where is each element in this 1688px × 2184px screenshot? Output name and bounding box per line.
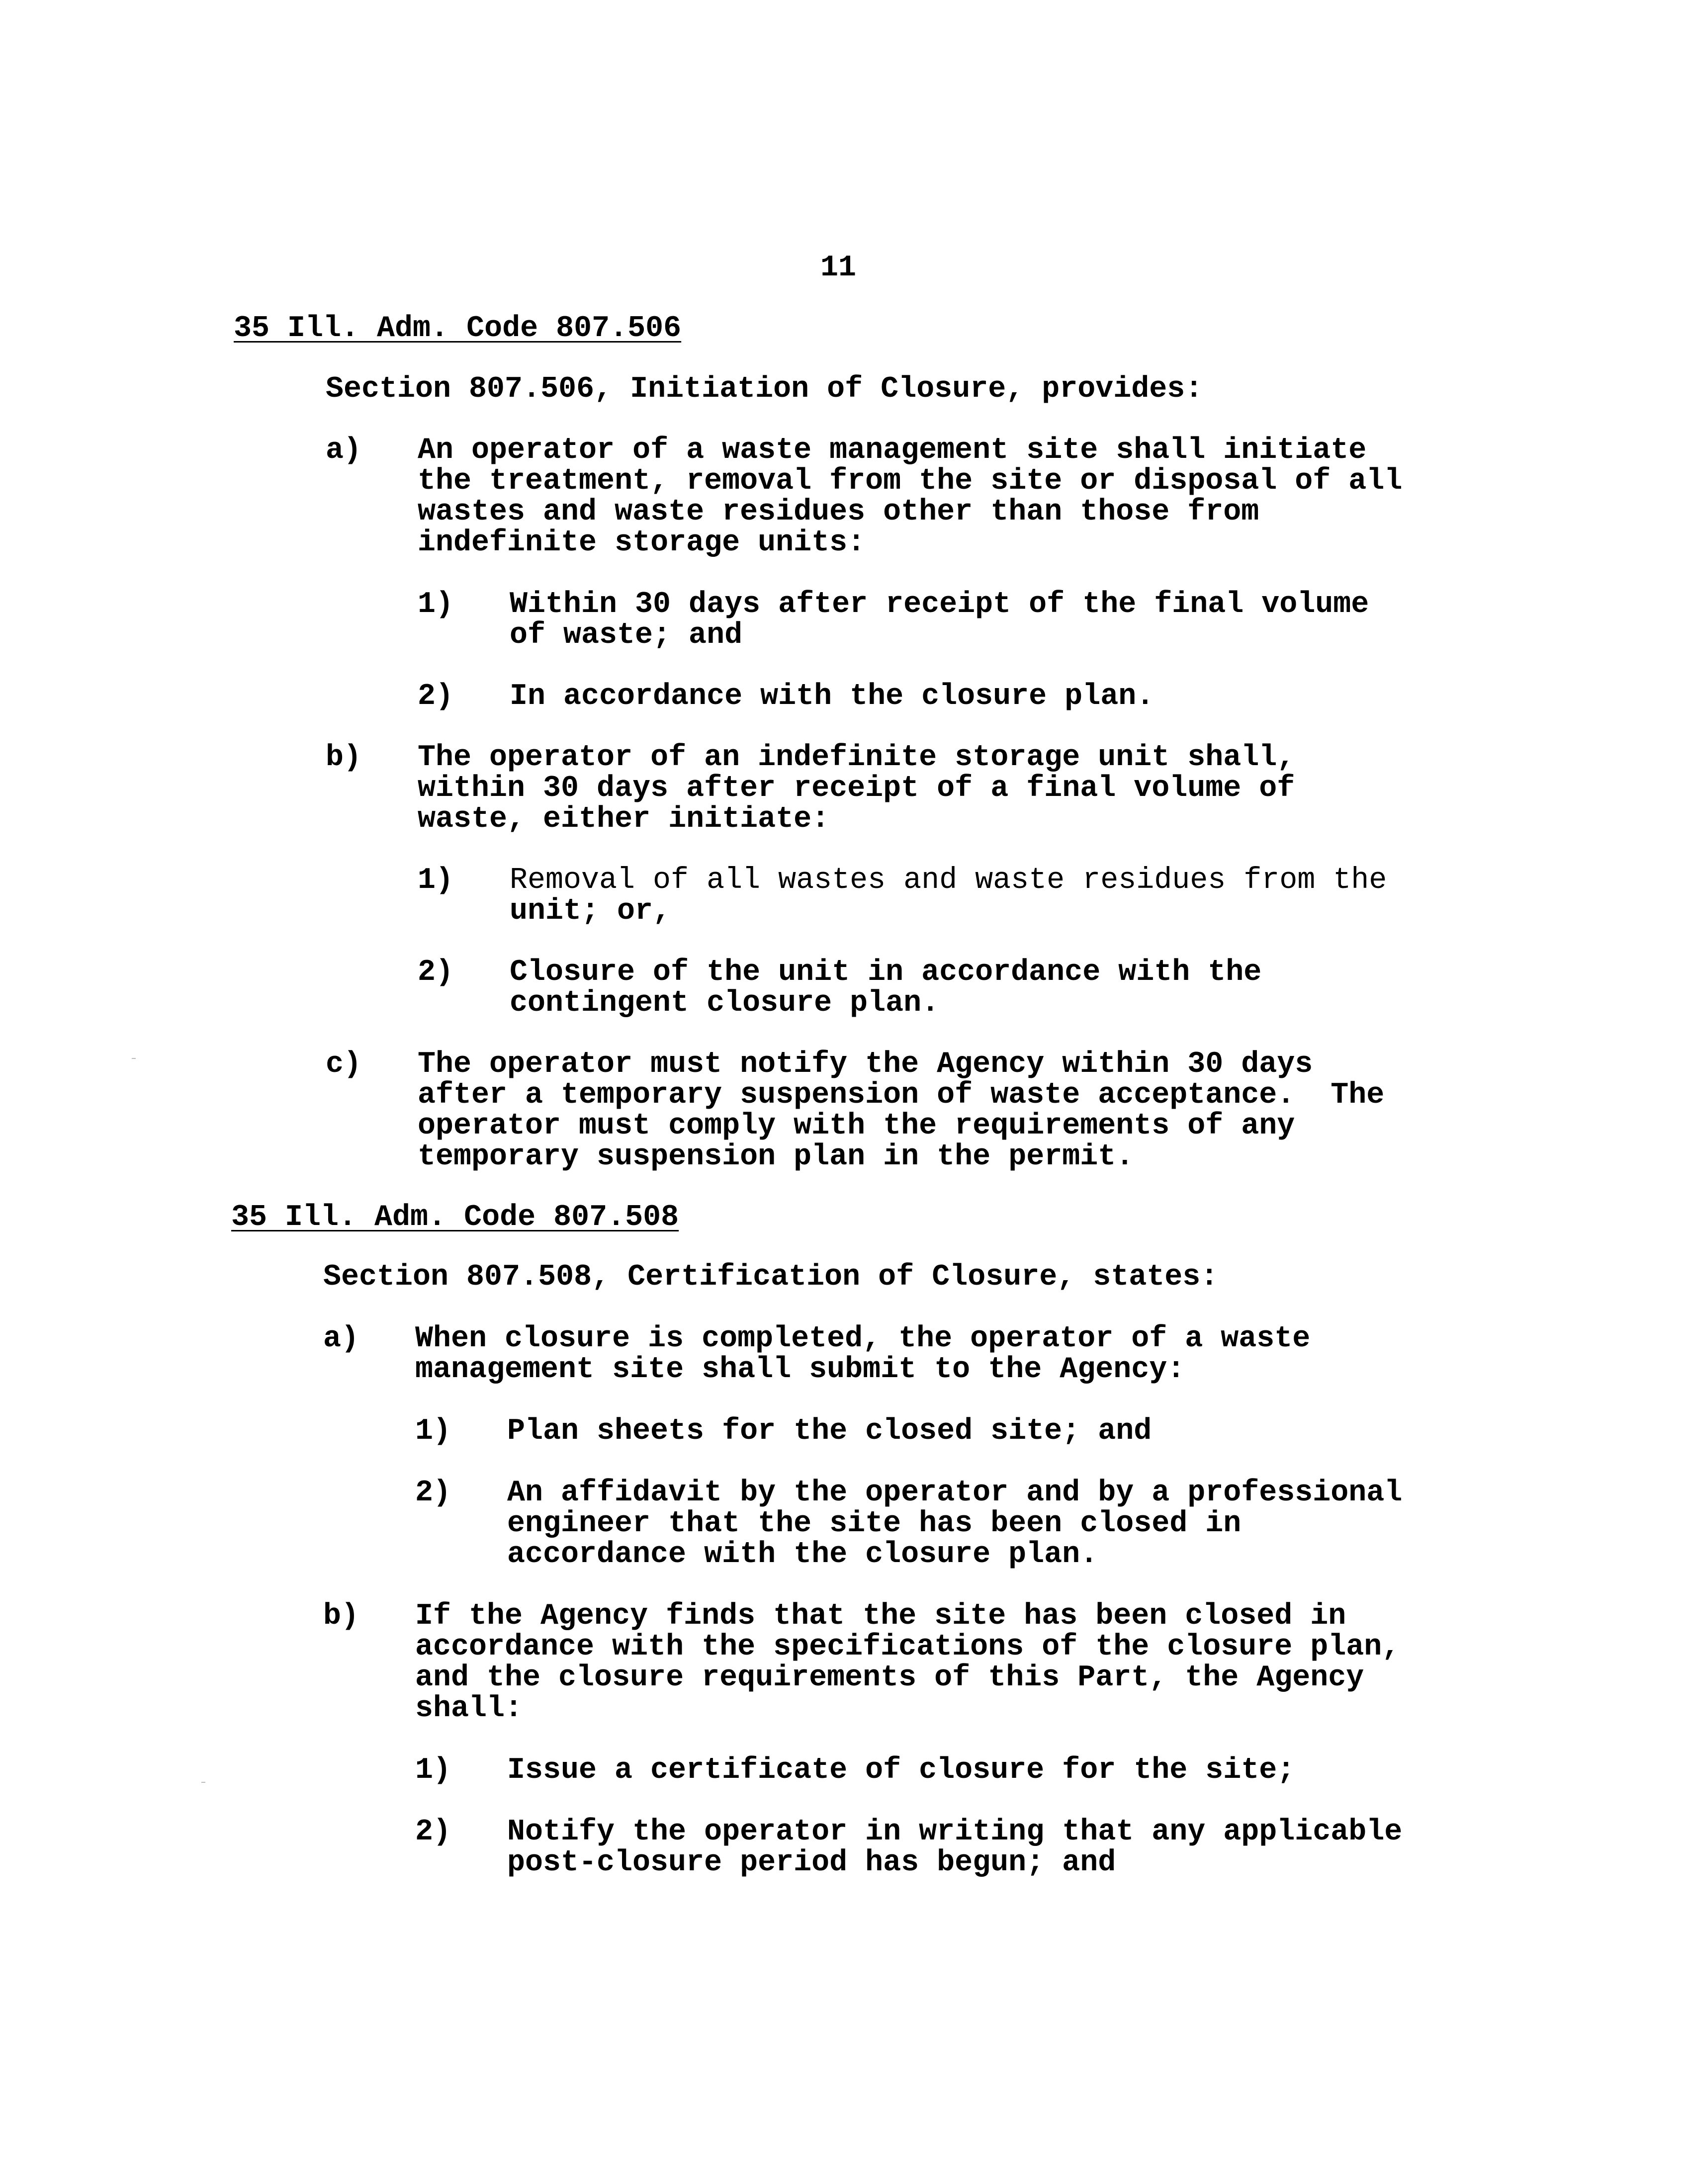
item-line: An operator of a waste management site shall initiate bbox=[418, 434, 1367, 467]
subitem-line: Issue a certificate of closure for the site; bbox=[507, 1753, 1295, 1787]
subitem-line: Notify the operator in writing that any applicable bbox=[507, 1815, 1403, 1849]
item-line: operator must comply with the requirements of any bbox=[418, 1109, 1295, 1143]
item-line: waste, either initiate: bbox=[418, 802, 830, 836]
subitem-label: 1) bbox=[415, 1414, 451, 1448]
subitem-label: 2) bbox=[418, 956, 454, 989]
item-line: wastes and waste residues other than those from bbox=[418, 495, 1259, 529]
citation-807-508: 35 Ill. Adm. Code 807.508 bbox=[231, 1201, 679, 1234]
subitem-line: Closure of the unit in accordance with the bbox=[510, 956, 1262, 989]
subitem-line: Plan sheets for the closed site; and bbox=[507, 1414, 1152, 1448]
item-line: shall: bbox=[415, 1692, 523, 1726]
item-line: If the Agency finds that the site has been closed in bbox=[415, 1599, 1346, 1633]
subitem-line: Within 30 days after receipt of the final volume bbox=[510, 588, 1369, 621]
item-line: management site shall submit to the Agency: bbox=[415, 1353, 1185, 1387]
subitem-line: post-closure period has begun; and bbox=[507, 1846, 1116, 1880]
subitem-line: An affidavit by the operator and by a professional bbox=[507, 1476, 1403, 1510]
scan-mark bbox=[201, 1782, 205, 1783]
item-line: within 30 days after receipt of a final volume of bbox=[418, 772, 1295, 805]
item-line: the treatment, removal from the site or disposal of all bbox=[418, 464, 1403, 498]
section-intro: Section 807.506, Initiation of Closure, provides: bbox=[326, 372, 1203, 406]
item-label: a) bbox=[323, 1322, 359, 1356]
subitem-line: contingent closure plan. bbox=[510, 986, 940, 1020]
page-number: 11 bbox=[820, 251, 857, 285]
item-label: b) bbox=[323, 1599, 359, 1633]
scan-mark bbox=[132, 1058, 136, 1059]
subitem-line: Removal of all wastes and waste residues from the bbox=[510, 864, 1387, 897]
item-line: and the closure requirements of this Part, the Agency bbox=[415, 1661, 1364, 1695]
item-line: accordance with the specifications of the closure plan, bbox=[415, 1630, 1400, 1664]
item-line: The operator of an indefinite storage unit shall, bbox=[418, 741, 1295, 775]
subitem-line: engineer that the site has been closed in bbox=[507, 1507, 1242, 1541]
item-line: temporary suspension plan in the permit. bbox=[418, 1140, 1134, 1174]
item-label: c) bbox=[326, 1048, 362, 1081]
subitem-label: 2) bbox=[418, 680, 454, 713]
citation-807-506: 35 Ill. Adm. Code 807.506 bbox=[234, 312, 682, 346]
section-intro: Section 807.508, Certification of Closure, states: bbox=[323, 1260, 1219, 1294]
item-line: indefinite storage units: bbox=[418, 526, 866, 560]
item-label: b) bbox=[326, 741, 362, 775]
subitem-line: accordance with the closure plan. bbox=[507, 1538, 1098, 1572]
subitem-label: 1) bbox=[415, 1753, 451, 1787]
item-label: a) bbox=[326, 434, 362, 467]
subitem-label: 2) bbox=[415, 1476, 451, 1510]
item-line: When closure is completed, the operator of a waste bbox=[415, 1322, 1311, 1356]
subitem-line: In accordance with the closure plan. bbox=[510, 680, 1155, 713]
subitem-label: 2) bbox=[415, 1815, 451, 1849]
item-line: after a temporary suspension of waste acceptance. The bbox=[418, 1078, 1385, 1112]
subitem-label: 1) bbox=[418, 588, 454, 621]
item-line: The operator must notify the Agency within 30 days bbox=[418, 1048, 1313, 1081]
subitem-label: 1) bbox=[418, 864, 454, 897]
subitem-line: unit; or, bbox=[510, 894, 671, 928]
subitem-line: of waste; and bbox=[510, 618, 743, 652]
